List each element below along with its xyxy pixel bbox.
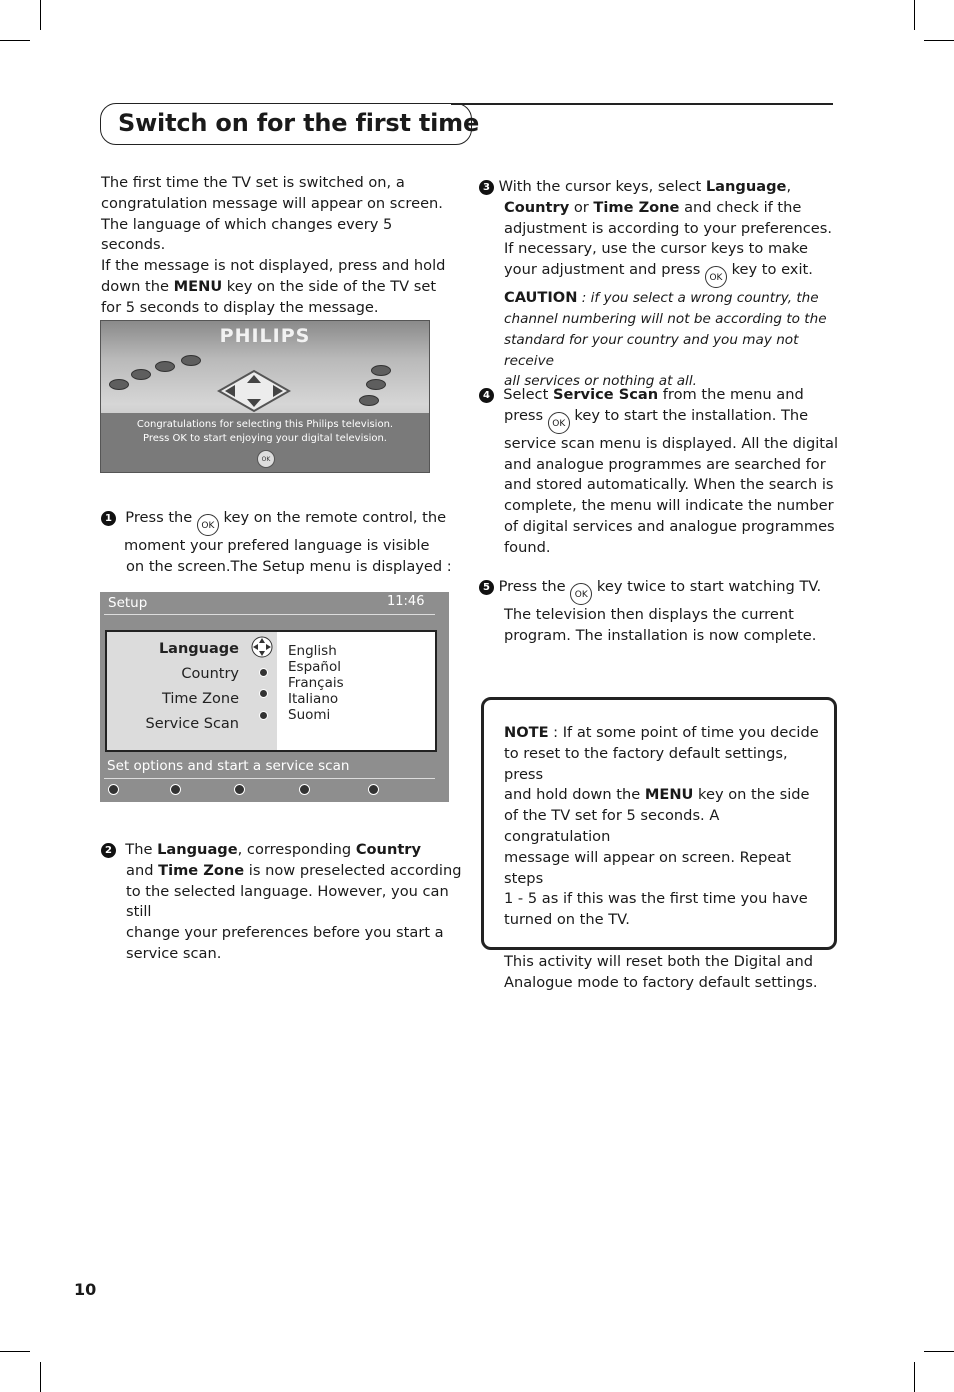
decor-dot <box>181 355 201 366</box>
note-text: NOTE : If at some point of time you decide to reset to the factory default settings, press and hold down the MENU key on the side of the TV set for 5 seconds. A congratulation message will appear on screen. Repeat steps 1 - 5 as if this was the first time you have turned on the TV. This activity will reset both the Digital and Analogue mode to factory default settings. <box>504 724 819 991</box>
menu-item-country: Country <box>181 666 239 682</box>
intro-paragraph: The first time the TV set is switched on, a congratulation message will appear on screen. The language of which changes every 5 seconds. If the message is not displayed, press and hold down the MENU key on the side of the TV set for 5 seconds to display the message. <box>101 174 446 316</box>
decor-dot <box>131 369 151 380</box>
step-1: 1 Press the OK key on the remote control, the moment your prefered language is visible on the screen.The Setup menu is displayed : <box>101 508 471 578</box>
language-option: English <box>288 643 337 659</box>
bullet-icon <box>259 668 268 677</box>
step-number: 2 <box>101 843 116 858</box>
page-title: Switch on for the first time <box>118 109 480 137</box>
color-key-icon <box>299 784 310 795</box>
step-2: 2 The Language, corresponding Country and Time Zone is now preselected according to the selected language. However, you can still change your preferences before you start a service scan. <box>101 840 471 965</box>
menu-item-language: Language <box>158 641 239 657</box>
menu-panel <box>105 630 437 752</box>
decor-dot <box>155 361 175 372</box>
language-option: Italiano <box>288 691 339 707</box>
divider <box>104 778 435 779</box>
menu-hint: Set options and start a service scan <box>107 758 350 774</box>
color-key-icon <box>234 784 245 795</box>
bullet-icon <box>259 711 268 720</box>
ok-button-icon: OK <box>257 450 275 468</box>
menu-item-time-zone: Time Zone <box>161 691 239 707</box>
crop-mark <box>924 1351 954 1352</box>
divider <box>104 614 435 615</box>
cursor-cross-icon <box>249 634 275 660</box>
language-option: Suomi <box>288 707 331 723</box>
bullet-icon <box>259 689 268 698</box>
setup-menu-screen <box>100 592 449 802</box>
color-key-icon <box>170 784 181 795</box>
crop-mark <box>40 0 41 30</box>
step-5: 5 Press the OK key twice to start watching TV. The television then displays the current program. The installation is now complete. <box>479 577 849 647</box>
crop-mark <box>924 40 954 41</box>
ok-key-icon: OK <box>197 514 219 536</box>
welcome-screen-image <box>100 320 430 473</box>
ok-key-icon: OK <box>570 583 592 605</box>
crop-mark <box>40 1362 41 1392</box>
decor-dot <box>366 379 386 390</box>
menu-clock: 11:46 <box>387 594 425 609</box>
decor-dot <box>109 379 129 390</box>
color-key-icon <box>108 784 119 795</box>
crop-mark <box>0 1351 30 1352</box>
title-rule <box>451 103 833 105</box>
ok-key-icon: OK <box>548 412 570 434</box>
navigation-cross-icon <box>199 361 309 421</box>
decor-dot <box>359 395 379 406</box>
crop-mark <box>0 40 30 41</box>
step-3: 3 With the cursor keys, select Language, Country or Time Zone and check if the adjustment is according to your preferences. If necessary, use the cursor keys to make your adjustment and press OK key to exit. CAUTION : if you select a wrong country, the channel numbering will not be according to the standard for your country and you may not receive all services or nothing at all. <box>479 177 844 392</box>
page-number: 10 <box>74 1280 97 1299</box>
decor-dot <box>371 365 391 376</box>
step-number: 5 <box>479 580 494 595</box>
menu-title: Setup <box>108 595 148 611</box>
philips-logo: PHILIPS <box>219 325 311 347</box>
crop-mark <box>914 0 915 30</box>
step-number: 3 <box>479 180 494 195</box>
crop-mark <box>914 1362 915 1392</box>
menu-items-column <box>107 632 277 750</box>
step-number: 1 <box>101 511 116 526</box>
language-option: Français <box>288 675 344 691</box>
step-number: 4 <box>479 388 494 403</box>
ok-key-icon: OK <box>705 266 727 288</box>
step-4: 4 Select Service Scan from the menu and press OK key to start the installation. The service scan menu is displayed. All the digital and analogue programmes are searched for and stored automatically. When the search is complete, the menu will indicate the number of digital services and analogue programmes found. <box>479 385 844 559</box>
welcome-message: Congratulations for selecting this Philips television. Press OK to start enjoying your digital television. <box>136 419 394 444</box>
language-option: Español <box>288 659 341 675</box>
menu-item-service-scan: Service Scan <box>145 716 239 732</box>
color-key-icon <box>368 784 379 795</box>
